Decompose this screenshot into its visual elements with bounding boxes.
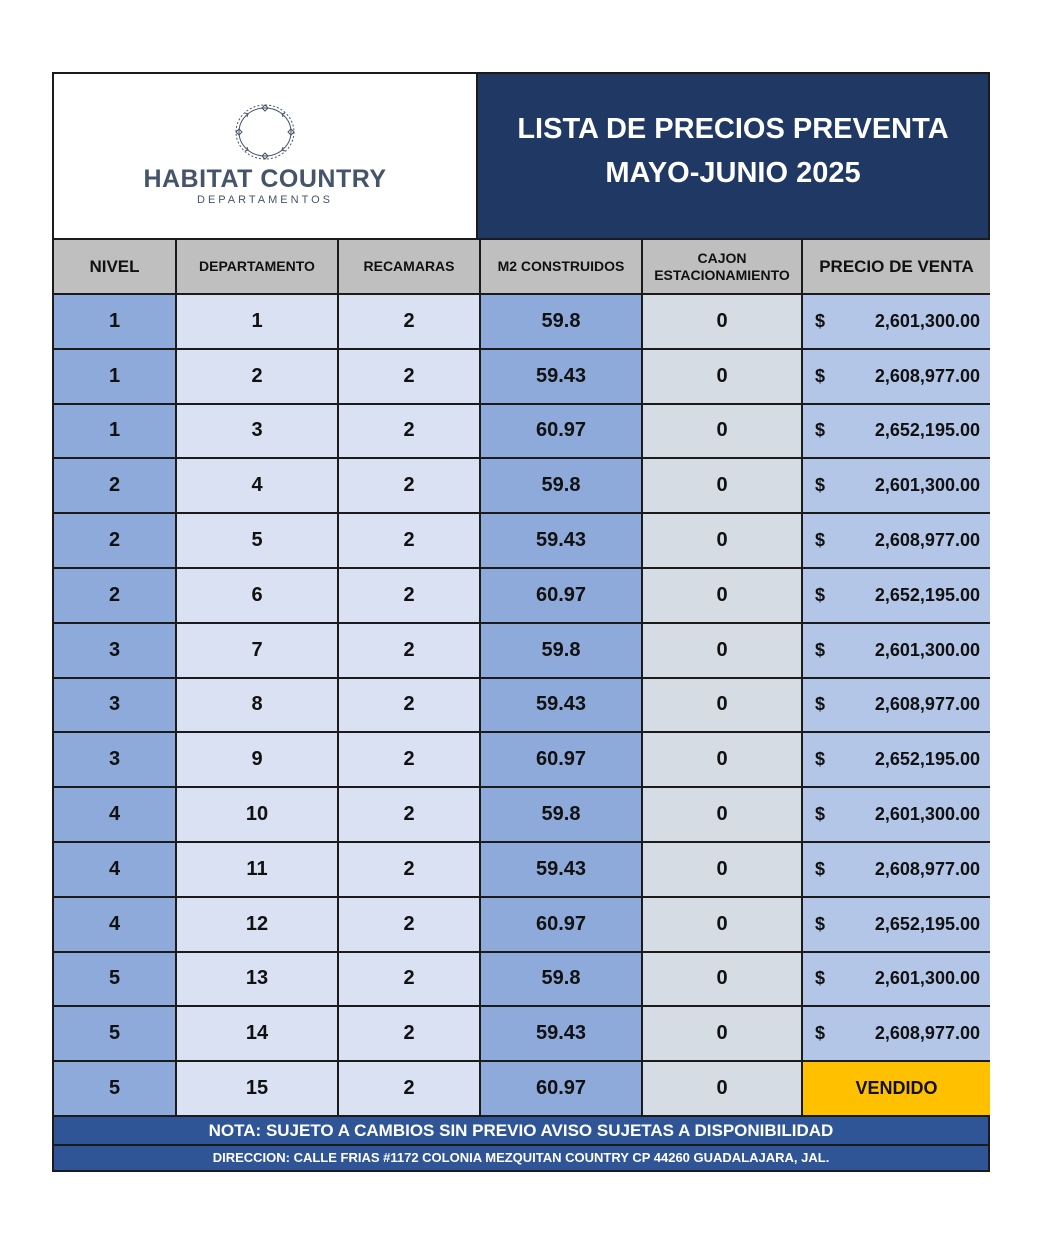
currency-symbol: $ <box>815 694 826 715</box>
price-amount: 2,608,977.00 <box>874 1023 980 1044</box>
cell-m2: 59.43 <box>480 842 642 897</box>
cell-cajon: 0 <box>642 458 802 513</box>
currency-symbol: $ <box>815 804 826 825</box>
currency-symbol: $ <box>815 530 826 551</box>
cell-precio <box>802 678 990 733</box>
price-amount: 2,601,300.00 <box>874 310 980 331</box>
cell-precio <box>802 1006 990 1061</box>
cell-m2: 60.97 <box>480 732 642 787</box>
brand-subtitle: DEPARTAMENTOS <box>197 193 333 206</box>
cell-departamento: 9 <box>176 732 338 787</box>
cell-cajon: 0 <box>642 294 802 349</box>
cell-m2: 59.8 <box>480 787 642 842</box>
cell-departamento: 5 <box>176 513 338 568</box>
table-header-row <box>54 240 990 294</box>
cell-m2: 59.8 <box>480 952 642 1007</box>
table-row <box>54 1061 990 1116</box>
table-row <box>54 349 990 404</box>
cell-departamento: 10 <box>176 787 338 842</box>
currency-symbol: $ <box>815 475 826 496</box>
cell-precio <box>802 349 990 404</box>
cell-precio <box>802 568 990 623</box>
footer-address: DIRECCION: CALLE FRIAS #1172 COLONIA MEZQUITAN COUNTRY CP 44260 GUADALAJARA, JAL. <box>54 1146 988 1170</box>
price-amount: 2,652,195.00 <box>874 584 980 605</box>
cell-departamento: 12 <box>176 897 338 952</box>
cell-m2: 60.97 <box>480 1061 642 1116</box>
cell-departamento: 7 <box>176 623 338 678</box>
cell-precio <box>802 623 990 678</box>
currency-symbol: $ <box>815 858 826 879</box>
cell-recamaras: 2 <box>338 458 480 513</box>
currency-symbol: $ <box>815 420 826 441</box>
header-nivel: NIVEL <box>54 240 176 294</box>
price-value <box>803 859 990 880</box>
table-row <box>54 513 990 568</box>
cell-recamaras: 2 <box>338 787 480 842</box>
cell-nivel: 1 <box>54 404 176 459</box>
currency-symbol: $ <box>815 639 826 660</box>
table-row <box>54 678 990 733</box>
cell-recamaras: 2 <box>338 294 480 349</box>
table-row <box>54 897 990 952</box>
brand-name: HABITAT COUNTRY <box>143 164 387 193</box>
cell-cajon: 0 <box>642 513 802 568</box>
price-amount: 2,608,977.00 <box>874 694 980 715</box>
cell-departamento: 1 <box>176 294 338 349</box>
table-row <box>54 732 990 787</box>
price-amount: 2,601,300.00 <box>874 475 980 496</box>
cell-nivel: 3 <box>54 623 176 678</box>
cell-departamento: 4 <box>176 458 338 513</box>
cell-precio <box>802 787 990 842</box>
cell-m2: 60.97 <box>480 897 642 952</box>
cell-recamaras: 2 <box>338 349 480 404</box>
footer-note: NOTA: SUJETO A CAMBIOS SIN PREVIO AVISO SUJETAS A DISPONIBILIDAD <box>54 1117 988 1146</box>
cell-departamento: 8 <box>176 678 338 733</box>
cell-recamaras: 2 <box>338 678 480 733</box>
cell-nivel: 4 <box>54 787 176 842</box>
currency-symbol: $ <box>815 584 826 605</box>
cell-departamento: 15 <box>176 1061 338 1116</box>
cell-cajon: 0 <box>642 842 802 897</box>
title-block <box>478 74 988 238</box>
cell-departamento: 11 <box>176 842 338 897</box>
table-row <box>54 623 990 678</box>
cell-precio <box>802 294 990 349</box>
cell-precio <box>802 732 990 787</box>
currency-symbol: $ <box>815 365 826 386</box>
cell-nivel: 4 <box>54 842 176 897</box>
cell-nivel: 5 <box>54 952 176 1007</box>
price-amount: 2,601,300.00 <box>874 639 980 660</box>
header-cajon-line2: ESTACIONAMIENTO <box>654 266 790 283</box>
cell-recamaras: 2 <box>338 897 480 952</box>
cell-precio <box>802 897 990 952</box>
cell-cajon: 0 <box>642 1061 802 1116</box>
price-value <box>803 968 990 989</box>
cell-precio <box>802 513 990 568</box>
cell-nivel: 1 <box>54 349 176 404</box>
cell-precio <box>802 842 990 897</box>
price-value <box>803 530 990 551</box>
cell-m2: 59.8 <box>480 458 642 513</box>
price-amount: 2,652,195.00 <box>874 420 980 441</box>
price-value <box>803 1023 990 1044</box>
table-row <box>54 787 990 842</box>
price-value <box>803 366 990 387</box>
cell-nivel: 5 <box>54 1006 176 1061</box>
price-table <box>54 240 990 1117</box>
cell-cajon: 0 <box>642 952 802 1007</box>
cell-precio <box>802 952 990 1007</box>
cell-cajon: 0 <box>642 897 802 952</box>
cell-cajon: 0 <box>642 787 802 842</box>
currency-symbol: $ <box>815 913 826 934</box>
currency-symbol: $ <box>815 1023 826 1044</box>
cell-cajon: 0 <box>642 678 802 733</box>
price-value <box>803 475 990 496</box>
cell-departamento: 13 <box>176 952 338 1007</box>
currency-symbol: $ <box>815 968 826 989</box>
cell-recamaras: 2 <box>338 568 480 623</box>
currency-symbol: $ <box>815 749 826 770</box>
price-value <box>803 804 990 825</box>
price-amount: 2,601,300.00 <box>874 968 980 989</box>
price-value <box>803 749 990 770</box>
cell-departamento: 3 <box>176 404 338 459</box>
cell-recamaras: 2 <box>338 842 480 897</box>
cell-cajon: 0 <box>642 623 802 678</box>
cell-m2: 59.43 <box>480 678 642 733</box>
cell-departamento: 6 <box>176 568 338 623</box>
cell-m2: 59.43 <box>480 1006 642 1061</box>
cell-m2: 59.8 <box>480 623 642 678</box>
table-row <box>54 952 990 1007</box>
cell-nivel: 2 <box>54 458 176 513</box>
currency-symbol: $ <box>815 310 826 331</box>
price-amount: 2,652,195.00 <box>874 749 980 770</box>
price-amount: 2,608,977.00 <box>874 365 980 386</box>
cell-cajon: 0 <box>642 568 802 623</box>
cell-recamaras: 2 <box>338 1061 480 1116</box>
header-precio: PRECIO DE VENTA <box>802 240 990 294</box>
cell-recamaras: 2 <box>338 952 480 1007</box>
price-amount: 2,652,195.00 <box>874 913 980 934</box>
table-row <box>54 294 990 349</box>
title-line-2: MAYO-JUNIO 2025 <box>605 157 861 189</box>
cell-recamaras: 2 <box>338 513 480 568</box>
cell-cajon: 0 <box>642 404 802 459</box>
price-value <box>803 640 990 661</box>
header-recamaras: RECAMARAS <box>338 240 480 294</box>
price-value <box>803 420 990 441</box>
brand-logo-block <box>54 74 478 238</box>
cell-precio <box>802 458 990 513</box>
cell-nivel: 2 <box>54 513 176 568</box>
header-cajon-line1: CAJON <box>697 249 747 266</box>
status-badge-sold: VENDIDO <box>802 1061 990 1116</box>
price-value <box>803 311 990 332</box>
cell-recamaras: 2 <box>338 404 480 459</box>
price-value <box>803 585 990 606</box>
price-list-sheet <box>52 72 990 1172</box>
price-value <box>803 914 990 935</box>
title-line-1: LISTA DE PRECIOS PREVENTA <box>517 113 949 145</box>
cell-nivel: 3 <box>54 732 176 787</box>
price-amount: 2,601,300.00 <box>874 804 980 825</box>
cell-recamaras: 2 <box>338 732 480 787</box>
price-amount: 2,608,977.00 <box>874 530 980 551</box>
cell-precio <box>802 404 990 459</box>
price-value <box>803 694 990 715</box>
cell-departamento: 2 <box>176 349 338 404</box>
header-block <box>54 74 988 240</box>
table-row <box>54 1006 990 1061</box>
cell-nivel: 3 <box>54 678 176 733</box>
header-departamento: DEPARTAMENTO <box>176 240 338 294</box>
cell-cajon: 0 <box>642 349 802 404</box>
cell-departamento: 14 <box>176 1006 338 1061</box>
cell-m2: 60.97 <box>480 404 642 459</box>
cell-recamaras: 2 <box>338 1006 480 1061</box>
table-body <box>54 294 990 1116</box>
table-row <box>54 842 990 897</box>
cell-recamaras: 2 <box>338 623 480 678</box>
cell-cajon: 0 <box>642 732 802 787</box>
cell-nivel: 2 <box>54 568 176 623</box>
cell-cajon: 0 <box>642 1006 802 1061</box>
cell-m2: 59.43 <box>480 349 642 404</box>
cell-m2: 59.8 <box>480 294 642 349</box>
cell-nivel: 1 <box>54 294 176 349</box>
price-amount: 2,608,977.00 <box>874 858 980 879</box>
header-m2: M2 CONSTRUIDOS <box>480 240 642 294</box>
table-row <box>54 458 990 513</box>
cell-m2: 60.97 <box>480 568 642 623</box>
cell-nivel: 4 <box>54 897 176 952</box>
table-row <box>54 568 990 623</box>
cell-nivel: 5 <box>54 1061 176 1116</box>
table-row <box>54 404 990 459</box>
wreath-emblem-icon <box>230 101 300 163</box>
cell-m2: 59.43 <box>480 513 642 568</box>
header-cajon <box>642 240 802 294</box>
